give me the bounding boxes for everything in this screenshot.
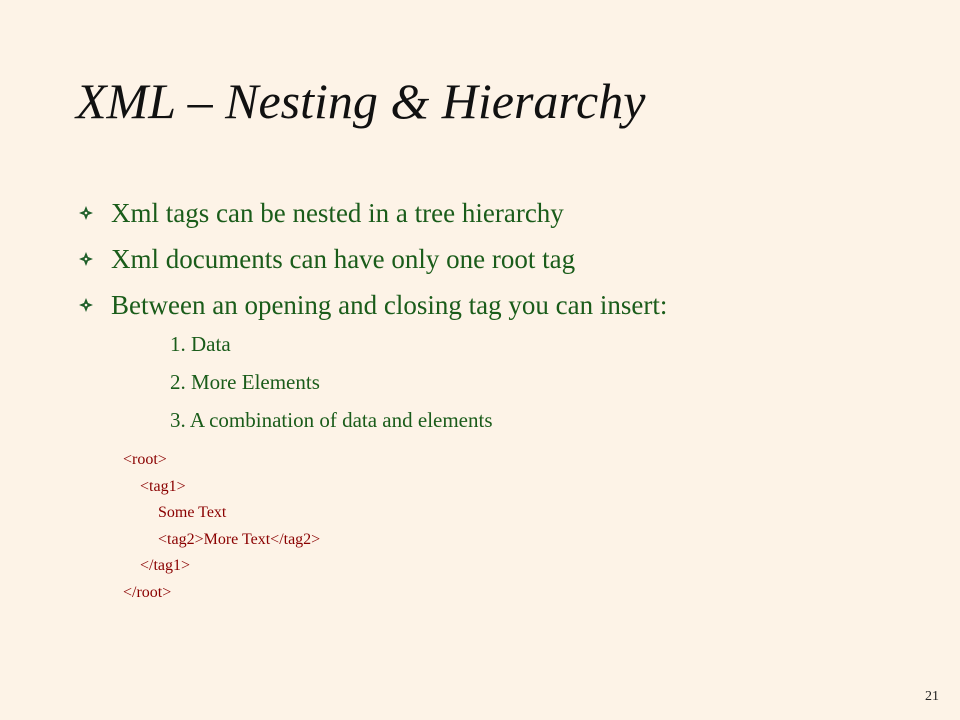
diamond-bullet-icon xyxy=(78,251,94,267)
bullet-text: Xml tags can be nested in a tree hierarchy xyxy=(111,198,564,228)
bullet-text: Between an opening and closing tag you can insert: xyxy=(111,290,668,320)
page-number: 21 xyxy=(925,689,939,704)
sublist-item: 2. More Elements xyxy=(170,370,320,394)
code-line: <tag1> xyxy=(140,477,186,495)
diamond-bullet-icon xyxy=(78,205,94,221)
code-line: </root> xyxy=(123,583,172,601)
code-line: </tag1> xyxy=(140,557,191,574)
code-line: Some Text xyxy=(158,504,227,521)
xml-code-example xyxy=(123,447,320,606)
code-line: <tag2>More Text</tag2> xyxy=(158,530,321,548)
numbered-sublist xyxy=(170,325,493,439)
sublist-item: 3. A combination of data and elements xyxy=(170,408,493,432)
bullet-text: Xml documents can have only one root tag xyxy=(111,244,576,274)
diamond-bullet-icon xyxy=(78,297,94,313)
code-line: <root> xyxy=(123,451,167,468)
sublist-item: 1. Data xyxy=(170,332,231,356)
slide-title: XML – Nesting & Hierarchy xyxy=(76,73,646,129)
